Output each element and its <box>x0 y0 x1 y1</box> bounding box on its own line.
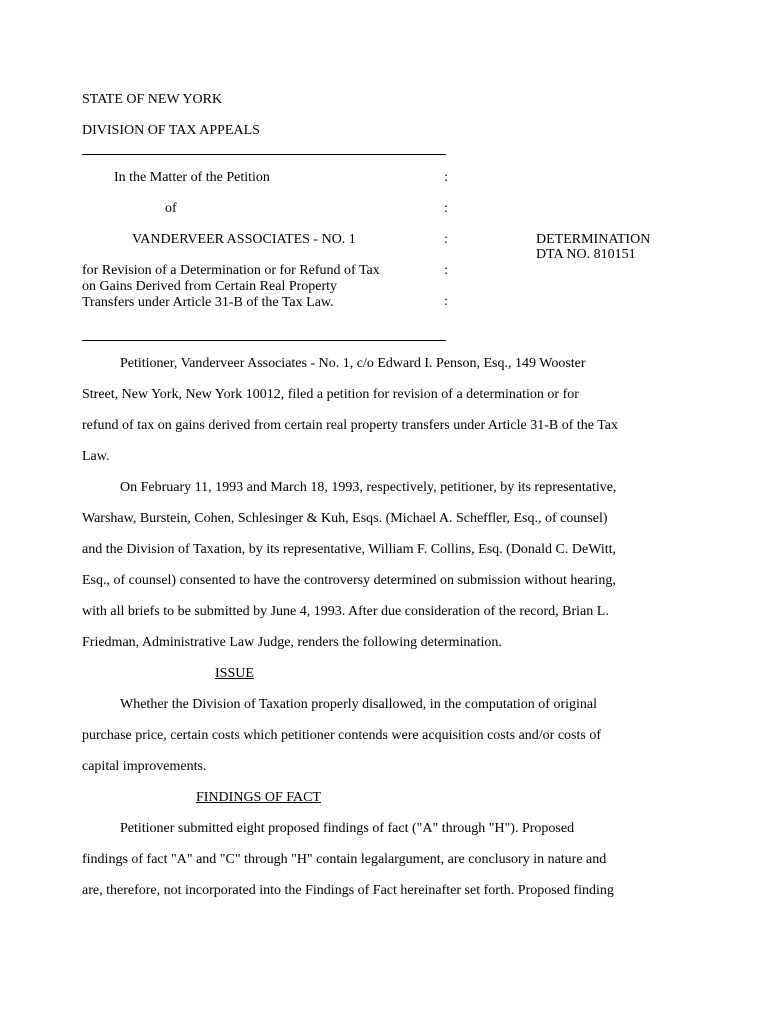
caption-colon: : <box>444 263 448 278</box>
state-heading: STATE OF NEW YORK <box>82 92 223 107</box>
caption-colon: : <box>444 294 448 309</box>
determination-label: DETERMINATION <box>536 232 651 247</box>
paragraph-line: capital improvements. <box>82 759 207 774</box>
paragraph-line: and the Division of Taxation, by its representative, William F. Collins, Esq. (Donald C. DeWitt, <box>82 542 617 557</box>
paragraph-line: Petitioner, Vanderveer Associates - No. 1, c/o Edward I. Penson, Esq., 149 Wooster <box>120 356 586 371</box>
dta-number: DTA NO. 810151 <box>536 247 636 262</box>
paragraph-line: findings of fact "A" and "C" through "H" contain legalargument, are conclusory in nature and <box>82 852 607 867</box>
issue-heading: ISSUE <box>215 666 254 681</box>
caption-colon: : <box>444 232 448 247</box>
paragraph-line: Law. <box>82 449 110 464</box>
caption-colon: : <box>444 170 448 185</box>
caption-colon: : <box>444 201 448 216</box>
caption-top-rule <box>82 154 446 155</box>
caption-bottom-rule <box>82 340 446 341</box>
findings-heading: FINDINGS OF FACT <box>196 790 321 805</box>
paragraph-line: Friedman, Administrative Law Judge, renders the following determination. <box>82 635 502 650</box>
paragraph-line: refund of tax on gains derived from certain real property transfers under Article 31-B of the Tax <box>82 418 619 433</box>
paragraph-line: are, therefore, not incorporated into the Findings of Fact hereinafter set forth. Proposed finding <box>82 883 614 898</box>
paragraph-line: On February 11, 1993 and March 18, 1993, respectively, petitioner, by its representative, <box>120 480 617 495</box>
caption-petitioner: VANDERVEER ASSOCIATES - NO. 1 <box>132 232 356 247</box>
caption-purpose: for Revision of a Determination or for Refund of Tax on Gains Derived from Certain Real Property Transfers under Article 31-B of the Tax Law. <box>82 263 380 310</box>
paragraph-line: Warshaw, Burstein, Cohen, Schlesinger & Kuh, Esqs. (Michael A. Scheffler, Esq., of counsel) <box>82 511 608 526</box>
paragraph-line: with all briefs to be submitted by June 4, 1993. After due consideration of the record, Brian L. <box>82 604 609 619</box>
paragraph-line: Petitioner submitted eight proposed findings of fact ("A" through "H"). Proposed <box>120 821 575 836</box>
paragraph-line: Esq., of counsel) consented to have the controversy determined on submission without hearing, <box>82 573 616 588</box>
division-heading: DIVISION OF TAX APPEALS <box>82 123 260 138</box>
paragraph-line: purchase price, certain costs which petitioner contends were acquisition costs and/or costs of <box>82 728 602 743</box>
paragraph-line: Whether the Division of Taxation properly disallowed, in the computation of original <box>120 697 597 712</box>
caption-of: of <box>165 201 177 216</box>
caption-matter: In the Matter of the Petition <box>114 170 270 185</box>
paragraph-line: Street, New York, New York 10012, filed a petition for revision of a determination or for <box>82 387 579 402</box>
